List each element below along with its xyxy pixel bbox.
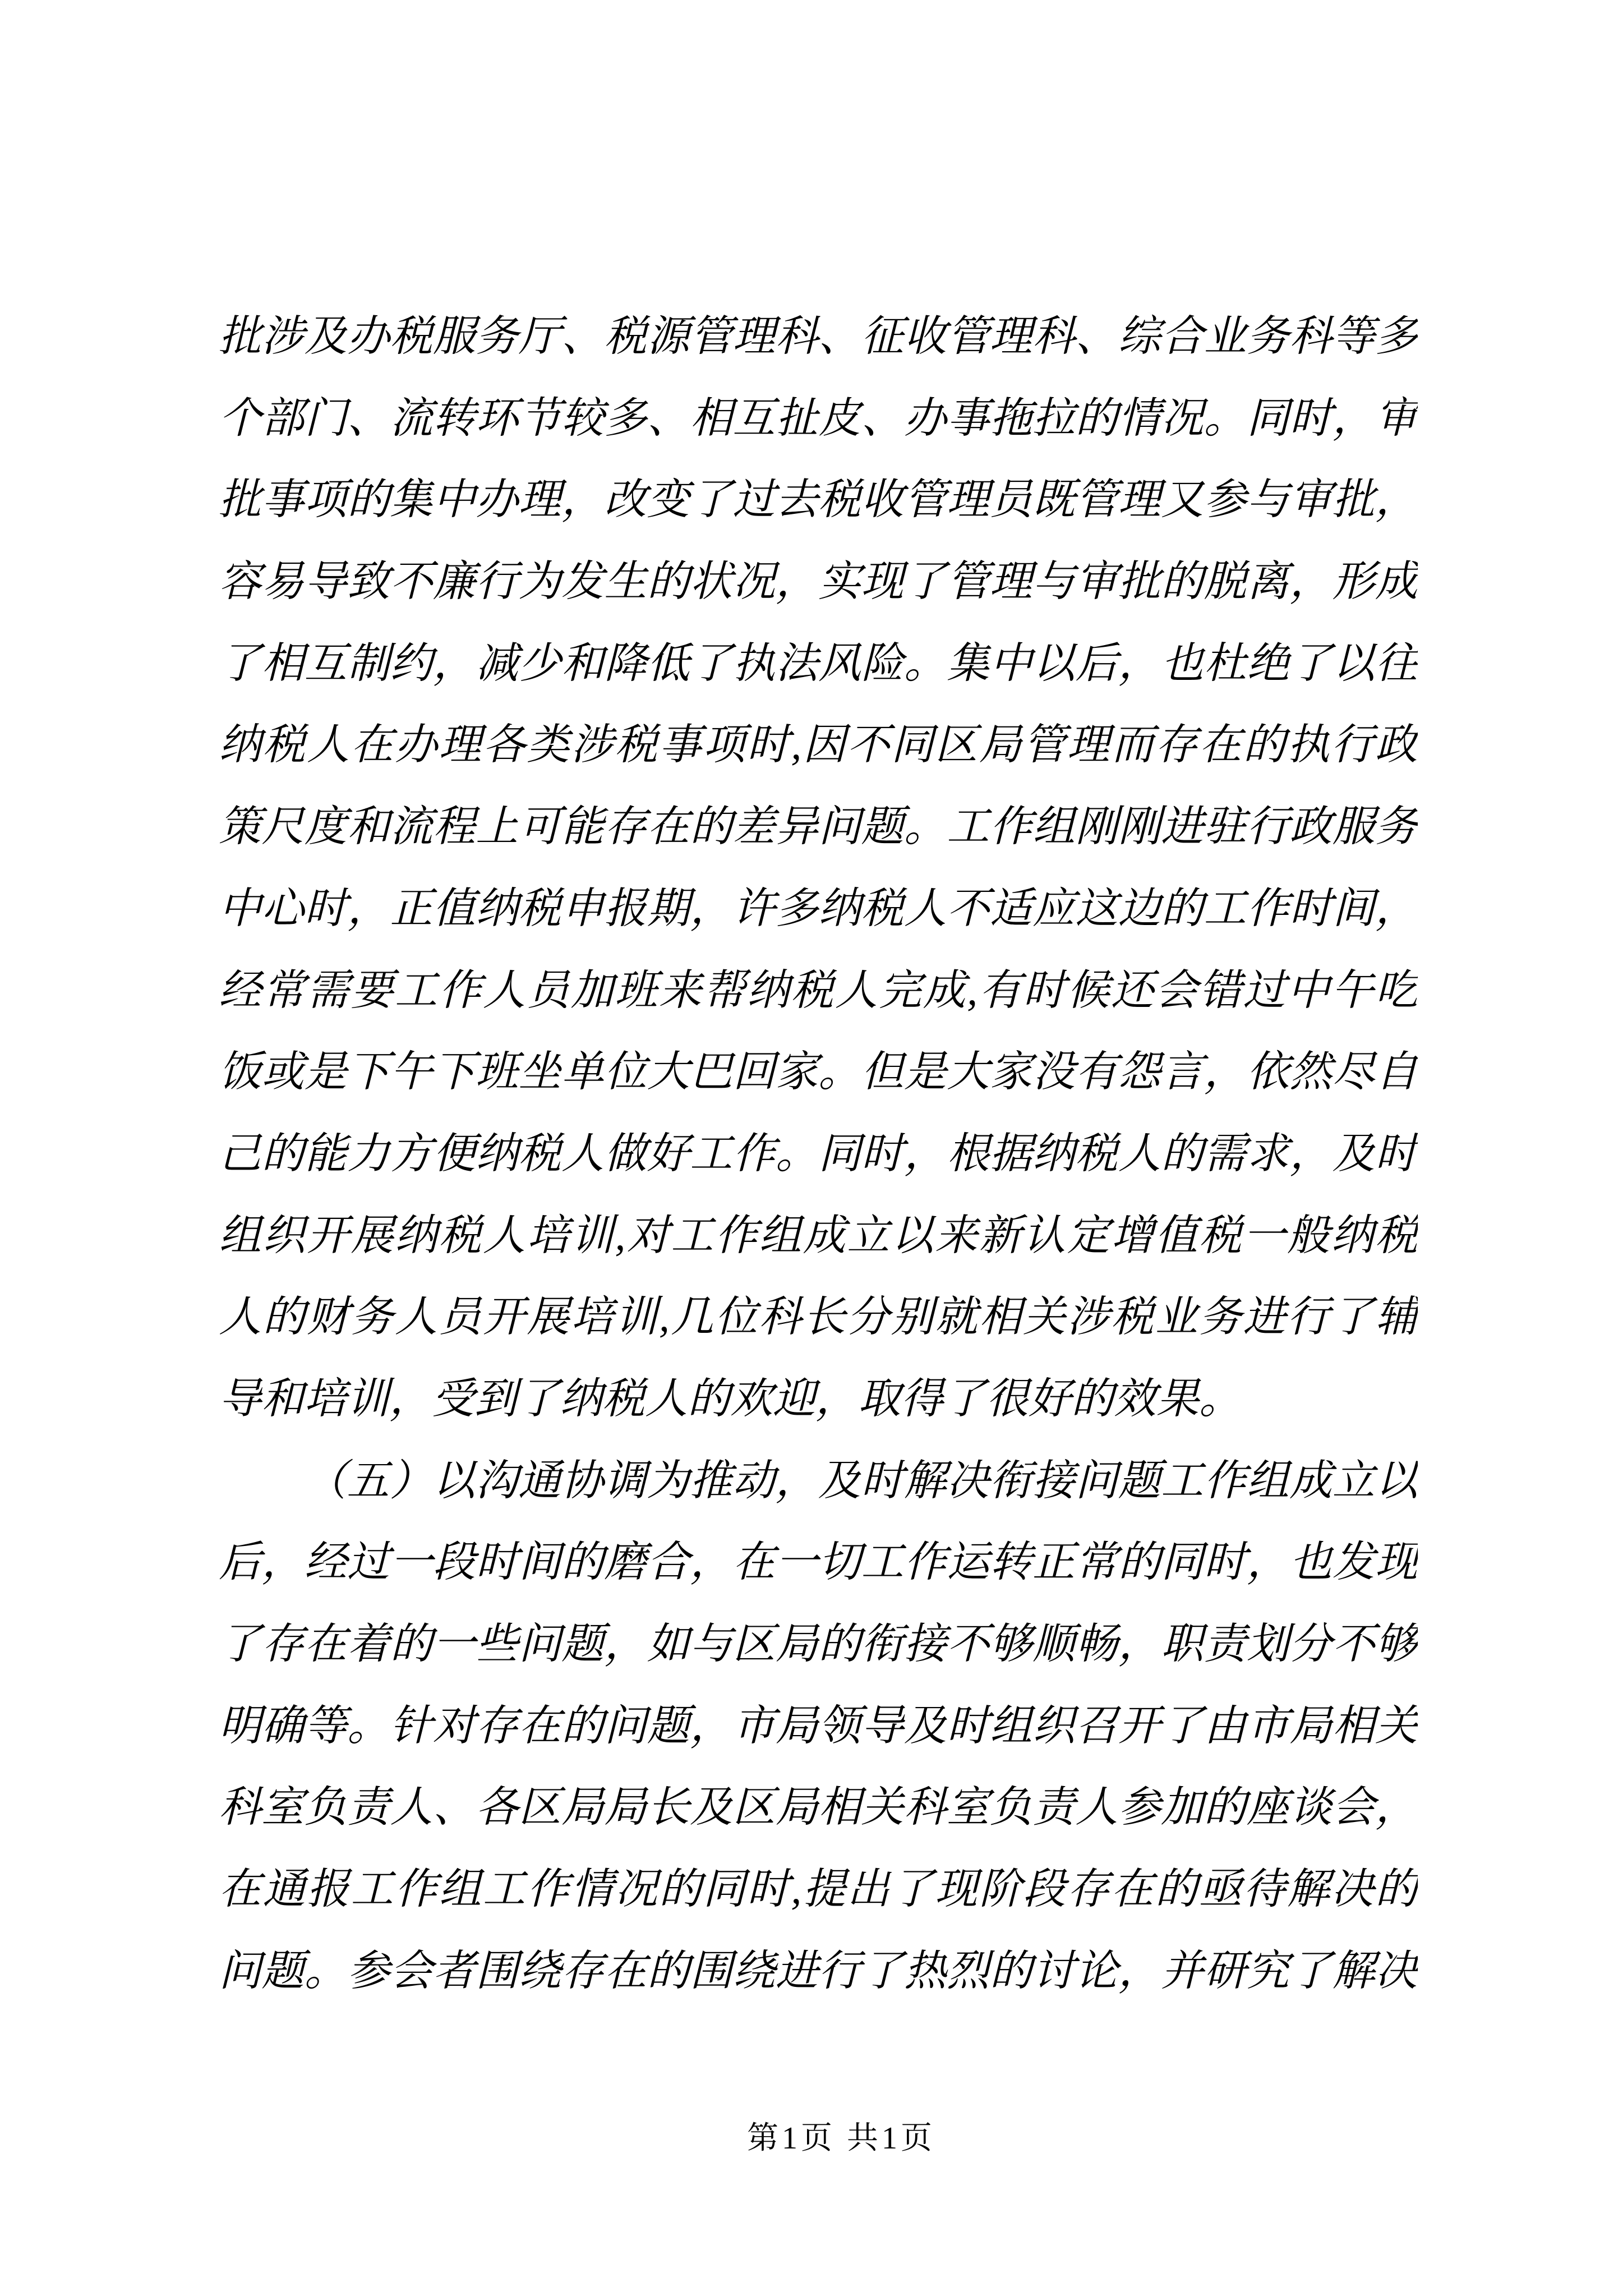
text-line-paragraph-start: （五）以沟通协调为推动，及时解决衔接问题工作组成立以 — [304, 1457, 1418, 1504]
text-line: 容易导致不廉行为发生的状况，实现了管理与审批的脱离，形成 — [219, 558, 1418, 606]
text-line: 己的能力方便纳税人做好工作。同时，根据纳税人的需求，及时 — [219, 1130, 1418, 1177]
text-line: 个部门、流转环节较多、相互扯皮、办事拖拉的情况。同时，审 — [219, 394, 1418, 442]
text-line: 了相互制约，减少和降低了执法风险。集中以后，也杜绝了以往 — [219, 639, 1418, 687]
text-line: 了存在着的一些问题，如与区局的衔接不够顺畅，职责划分不够 — [219, 1621, 1418, 1668]
document-body — [219, 296, 1418, 2012]
text-line: 问题。参会者围绕存在的围绕进行了热烈的讨论，并研究了解决 — [219, 1947, 1418, 1995]
text-line: 批事项的集中办理，改变了过去税收管理员既管理又参与审批， — [219, 476, 1418, 524]
text-line: 人的财务人员开展培训,几位科长分别就相关涉税业务进行了辅 — [219, 1294, 1418, 1341]
text-line: 明确等。针对存在的问题，市局领导及时组织召开了由市局相关 — [219, 1702, 1418, 1750]
text-line: 后，经过一段时间的磨合，在一切工作运转正常的同时，也发现 — [219, 1539, 1418, 1586]
text-line: 经常需要工作人员加班来帮纳税人完成,有时候还会错过中午吃 — [219, 967, 1418, 1014]
text-line: 饭或是下午下班坐单位大巴回家。但是大家没有怨言，依然尽自 — [219, 1048, 1418, 1096]
text-line: 纳税人在办理各类涉税事项时,因不同区局管理而存在的执行政 — [219, 721, 1418, 769]
text-line: 科室负责人、各区局局长及区局相关科室负责人参加的座谈会， — [219, 1784, 1418, 1832]
text-line: 中心时，正值纳税申报期，许多纳税人不适应这边的工作时间， — [219, 885, 1418, 932]
text-line: 策尺度和流程上可能存在的差异问题。工作组刚刚进驻行政服务 — [219, 803, 1418, 851]
text-line: 组织开展纳税人培训,对工作组成立以来新认定增值税一般纳税 — [219, 1212, 1418, 1259]
page-footer: 第1页 共1页 — [747, 2121, 935, 2156]
text-line: 在通报工作组工作情况的同时,提出了现阶段存在的亟待解决的 — [219, 1866, 1418, 1913]
text-line-paragraph-end: 导和培训，受到了纳税人的欢迎，取得了很好的效果。 — [219, 1375, 1242, 1423]
text-line: 批涉及办税服务厅、税源管理科、征收管理科、综合业务科等多 — [219, 313, 1418, 360]
